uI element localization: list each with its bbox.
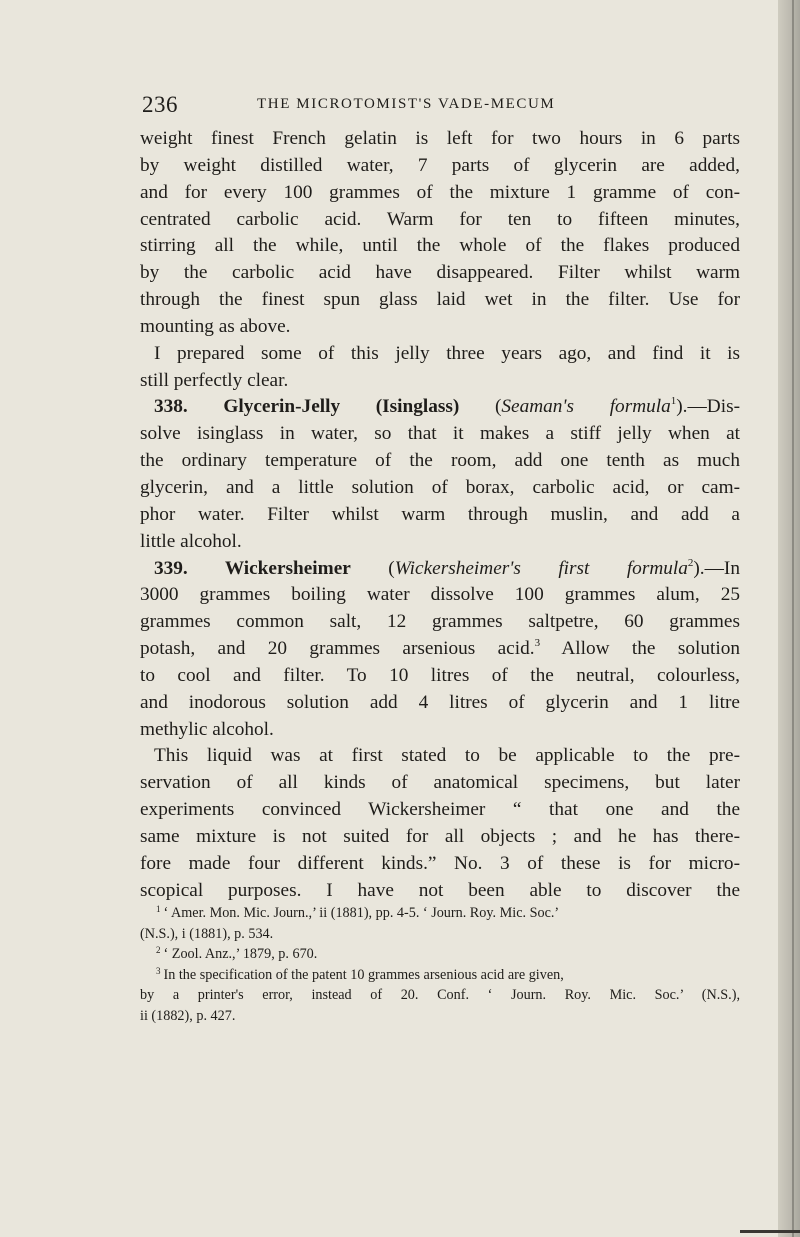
section-338-attribution: Seaman's formula	[501, 396, 671, 418]
text-line	[140, 636, 740, 663]
footnote-2	[140, 944, 740, 965]
page-edge-shadow	[792, 0, 794, 1237]
text-line: glycerin, and a little solution of borax, carbolic acid, or cam-	[140, 476, 740, 498]
footnote-1	[140, 903, 740, 924]
text-line: servation of all kinds of anatomical specimens, but later	[140, 772, 740, 794]
text-line: through the finest spun glass laid wet in the filter. Use for	[140, 289, 740, 311]
section-338-heading: 338. Glycerin-Jelly (Isinglass)	[154, 396, 460, 418]
running-head: THE MICROTOMIST'S VADE-MECUM	[257, 96, 556, 112]
text-line: mounting as above.	[140, 315, 291, 337]
footnote-text: In the specification of the patent 10 grammes arsenious acid are given,	[163, 966, 564, 983]
footnote-text: ii (1882), p. 427.	[140, 1007, 236, 1024]
footnote-marker: 2	[156, 945, 161, 955]
footnote-text: (N.S.), i (1881), p. 534.	[140, 925, 274, 942]
footnote-text: ‘ Amer. Mon. Mic. Journ.,’ ii (1881), pp. 4-5. ‘ Journ. Roy. Mic. Soc.’	[163, 905, 560, 921]
text-line: and inodorous solution add 4 litres of glycerin and 1 litre	[140, 691, 740, 713]
footnote-ref-1[interactable]: 1	[670, 395, 677, 408]
text-line: by the carbolic acid have disappeared. Filter whilst warm	[140, 262, 740, 284]
text-line: to cool and filter. To 10 litres of the neutral, colourless,	[140, 664, 740, 686]
footnote-marker: 3	[156, 965, 161, 976]
text-line: fore made four different kinds.” No. 3 of these is for micro-	[140, 852, 740, 874]
text-line: methylic alcohol.	[140, 718, 274, 740]
text-line: the ordinary temperature of the room, add one tenth as much	[140, 450, 740, 472]
text-line: by weight distilled water, 7 parts of glycerin are added,	[140, 154, 740, 176]
text-fragment: potash, and 20 grammes arsenious acid.	[140, 638, 535, 660]
text-line: solve isinglass in water, so that it makes a stiff jelly when at	[140, 423, 740, 445]
text-line: and for every 100 grammes of the mixture 1 gramme of con-	[140, 181, 740, 203]
page-corner-rule	[740, 1230, 800, 1233]
text-line: same mixture is not suited for all objects ; and he has there-	[140, 825, 740, 847]
text-line: scopical purposes. I have not been able to discover the	[140, 879, 740, 901]
text-line: phor water. Filter whilst warm through muslin, and add a	[140, 503, 740, 525]
footnotes	[140, 903, 740, 1026]
footnote-ref-2[interactable]: 2	[687, 556, 694, 569]
text-line: 3000 grammes boiling water dissolve 100 grammes alum, 25	[140, 584, 740, 606]
paren: (	[350, 557, 395, 579]
footnote-marker: 1	[156, 904, 161, 914]
text-line: centrated carbolic acid. Warm for ten to fifteen minutes,	[140, 208, 740, 230]
page-header	[142, 92, 742, 122]
text-fragment: Allow the solution	[540, 638, 740, 660]
section-339-tail: ).—In	[693, 557, 740, 579]
text-line: I prepared some of this jelly three years ago, and find it is	[154, 342, 740, 364]
section-338-tail: ).—Dis-	[676, 396, 740, 418]
footnote-3	[140, 965, 740, 986]
footnote-text: ‘ Zool. Anz.,’ 1879, p. 670.	[163, 946, 318, 962]
page-edge	[778, 0, 800, 1237]
page-number: 236	[142, 92, 178, 117]
footnote-text: by a printer's error, instead of 20. Conf. ‘ Journ. Roy. Mic. Soc.’ (N.S.),	[140, 987, 740, 1003]
text-line: experiments convinced Wickersheimer “ that one and the	[140, 799, 740, 821]
body-text	[140, 126, 740, 904]
text-line: This liquid was at first stated to be applicable to the pre-	[154, 745, 740, 767]
text-line: little alcohol.	[140, 530, 242, 552]
text-line: still perfectly clear.	[140, 369, 289, 391]
footnote-ref-3[interactable]: 3	[534, 637, 541, 650]
paren: (	[459, 396, 502, 418]
section-339-line	[140, 556, 740, 583]
text-line: stirring all the while, until the whole of the flakes produced	[140, 235, 740, 257]
section-338-line	[140, 394, 740, 421]
text-line: weight finest French gelatin is left for two hours in 6 parts	[140, 128, 740, 149]
section-339-heading: 339. Wickersheimer	[154, 557, 351, 579]
section-339-attribution: Wickersheimer's first formula	[394, 557, 688, 579]
text-line: grammes common salt, 12 grammes saltpetre, 60 grammes	[140, 611, 740, 633]
